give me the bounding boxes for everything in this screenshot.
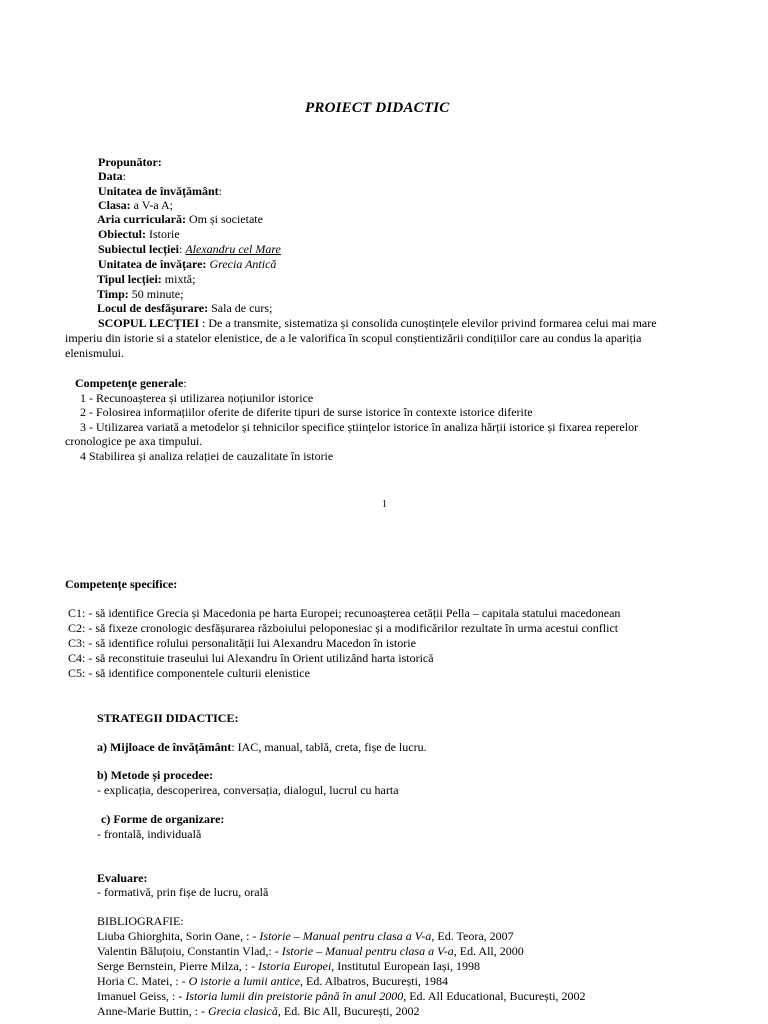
list-item: 4 Stabilirea și analiza relației de cauzalitate în istorie (80, 449, 334, 463)
list-item: cronologice pe axa timpului. (65, 434, 203, 448)
bibliografie-heading: BIBLIOGRAFIE: (97, 914, 184, 928)
scopul-line-3: elenismului. (65, 346, 124, 360)
aria-field: Aria curriculară: Om și societate (97, 212, 263, 226)
bibliography-entry: Imanuel Geiss, : - Istoria lumii din preistorie până în anul 2000, Ed. All Educational, București, 2002 (97, 989, 586, 1003)
metode-value: - explicația, descoperirea, conversația, dialogul, lucrul cu harta (97, 783, 399, 797)
tipul-field: Tipul lecției: mixtă; (97, 272, 196, 286)
page-title: PROIECT DIDACTIC (305, 100, 450, 116)
obiectul-field: Obiectul: Istorie (98, 227, 180, 241)
strategii-heading: STRATEGII DIDACTICE: (97, 711, 239, 725)
unitate-field: Unitatea de învățământ: (98, 184, 223, 198)
locul-field: Locul de desfășurare: Sala de curs; (97, 301, 273, 315)
propunator-field: Propunător: (98, 155, 162, 169)
list-item: C5: - să identifice componentele culturii elenistice (68, 666, 310, 680)
forme-value: - frontală, individuală (97, 827, 202, 841)
scopul-line-1: SCOPUL LECȚIEI : De a transmite, sistematiza și consolida cunoștințele elevilor privind formarea celui mai mare (98, 316, 657, 330)
metode-heading: b) Metode și procedee: (97, 768, 214, 782)
page-number: 1 (382, 499, 387, 510)
unitate-invatare-field: Unitatea de învățare: Grecia Antică (98, 257, 277, 271)
mijloace-line: a) Mijloace de învățământ: IAC, manual, tablă, creta, fișe de lucru. (97, 740, 427, 754)
forme-heading: c) Forme de organizare: (101, 812, 225, 826)
bibliography-entry: Valentin Băluțoiu, Constantin Vlad,: - Istorie – Manual pentru clasa a V-a, Ed. All, 2000 (97, 944, 524, 958)
list-item: C3: - să identifice rolului personalității lui Alexandru Macedon în istorie (68, 636, 416, 650)
timp-field: Timp: 50 minute; (97, 287, 184, 301)
list-item: 1 - Recunoașterea și utilizarea noțiunilor istorice (80, 391, 314, 405)
scopul-line-2: imperiu din istorie si a statelor elenistice, de a le valorifica în scopul conștientizării condițiilor care au condus la apariția (65, 331, 642, 345)
list-item: 2 - Folosirea informațiilor oferite de diferite tipuri de surse istorice în contexte istorice diferite (80, 405, 533, 419)
bibliography-entry: Serge Bernstein, Pierre Milza, : - Istoria Europei, Institutul European Iași, 1998 (97, 959, 480, 973)
data-field: Data: (98, 169, 127, 183)
bibliography-entry: Horia C. Matei, : - O istorie a lumii antice, Ed. Albatros, București, 1984 (97, 974, 448, 988)
bibliography-entry: Anne-Marie Buttin, : - Grecia clasică, Ed. Bic All, București, 2002 (97, 1004, 420, 1018)
evaluare-heading: Evaluare: (97, 871, 148, 885)
evaluare-value: - formativă, prin fișe de lucru, orală (97, 885, 269, 899)
competente-specifice-heading: Competențe specifice: (65, 577, 178, 591)
subiect-field: Subiectul lecției: Alexandru cel Mare (98, 242, 281, 256)
bibliography-entry: Liuba Ghiorghita, Sorin Oane, : - Istorie – Manual pentru clasa a V-a, Ed. Teora, 2007 (97, 929, 514, 943)
clasa-field: Clasa: a V-a A; (98, 198, 174, 212)
list-item: C1: - să identifice Grecia și Macedonia pe harta Europei; recunoașterea cetății Pella – capitala statului macedonean (68, 606, 621, 620)
list-item: C2: - să fixeze cronologic desfășurarea războiului peloponesiac și a modificărilor rezultate în urma acestui conflict (68, 621, 619, 635)
list-item: C4: - să reconstituie traseului lui Alexandru în Orient utilizând harta istorică (68, 651, 434, 665)
list-item: 3 - Utilizarea variată a metodelor și tehnicilor specifice științelor istorice în analiza hărții istorice și fixarea reperelor (80, 420, 639, 434)
competente-generale-heading: Competențe generale: (75, 376, 187, 390)
